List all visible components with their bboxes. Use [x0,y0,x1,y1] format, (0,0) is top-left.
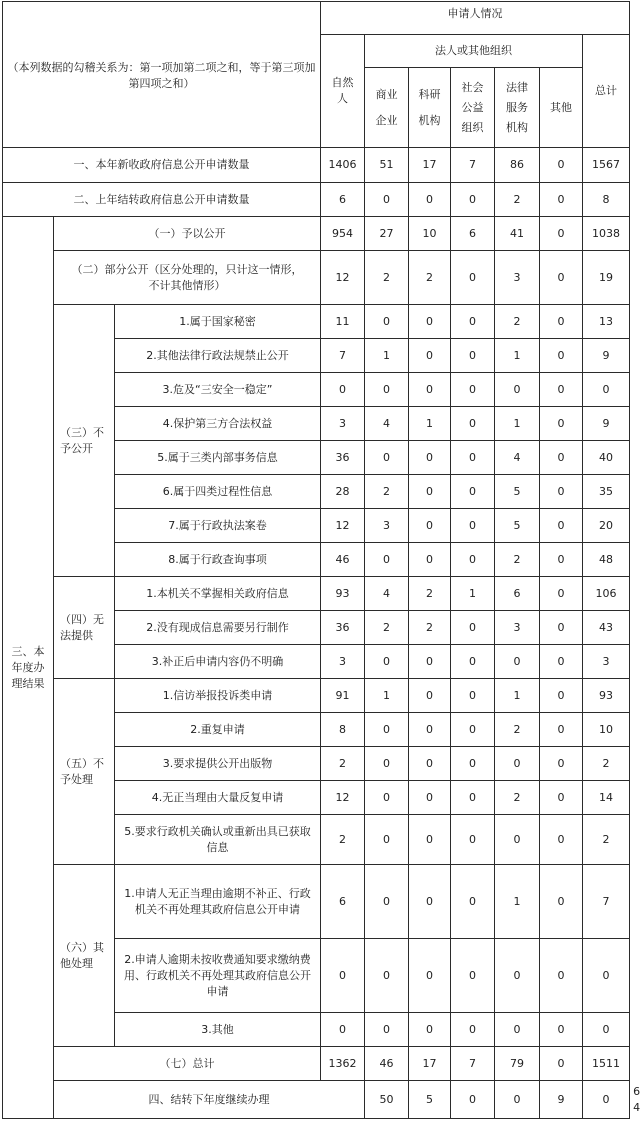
cell-value: 0 [365,1013,409,1047]
cell-value: 5 [495,509,540,543]
cell-value: 1 [365,339,409,373]
cell-value: 0 [365,305,409,339]
cell-value: 7 [451,148,495,183]
header-note-text: （本列数据的勾稽关系为：第一项加第二项之和，等于第三项加第四项之和） [7,61,316,90]
cell-value: 3 [365,509,409,543]
cell-value: 0 [540,183,583,217]
cell-value: 2 [583,747,630,781]
row-label: 2.其他法律行政法规禁止公开 [115,339,321,373]
cell-value: 28 [321,475,365,509]
cell-value: 0 [451,865,495,939]
cell-value: 0 [321,939,365,1013]
cell-value: 46 [321,543,365,577]
cell-value: 2 [365,611,409,645]
row-label: 2.申请人逾期未按收费通知要求缴纳费用、行政机关不再处理其政府信息公开申请 [115,939,321,1013]
table-row [3,865,630,939]
row-label: （一）予以公开 [54,217,321,251]
row-label: 1.申请人无正当理由逾期不补正、行政机关不再处理其政府信息公开申请 [115,865,321,939]
cell-value: 13 [583,305,630,339]
cell-value: 0 [451,373,495,407]
cell-value: 0 [540,407,583,441]
cell-value: 0 [451,713,495,747]
cell-value: 7 [321,339,365,373]
cell-value: 2 [495,543,540,577]
cell-value: 0 [409,441,451,475]
cell-value: 0 [495,1013,540,1047]
cell-value: 41 [495,217,540,251]
cell-value: 0 [365,373,409,407]
cell-value: 0 [409,713,451,747]
table-row [3,217,630,251]
cell-value: 0 [540,543,583,577]
cell-value: 2 [365,251,409,305]
row-label: 5.属于三类内部事务信息 [115,441,321,475]
row-label: 1.属于国家秘密 [115,305,321,339]
cell-value: 0 [540,939,583,1013]
row-label: 1.信访举报投诉类申请 [115,679,321,713]
cell-value: 1 [495,407,540,441]
cell-value: 954 [321,217,365,251]
row-label: 3.其他 [115,1013,321,1047]
header-legal-or-other: 法人或其他组织 [365,35,583,68]
row-label: 7.属于行政执法案卷 [115,509,321,543]
cell-value: 79 [495,1047,540,1081]
cell-value: 2 [495,781,540,815]
cell-value: 0 [451,645,495,679]
cell-value: 0 [540,781,583,815]
cell-value: 0 [495,645,540,679]
cell-value: 0 [365,645,409,679]
cell-value: 1 [451,577,495,611]
cell-value: 50 [365,1081,409,1119]
row-label: （七）总计 [54,1047,321,1081]
cell-value: 0 [409,183,451,217]
cell-value: 86 [495,148,540,183]
cell-value: 36 [321,611,365,645]
cell-value: 2 [321,747,365,781]
cell-value: 0 [540,441,583,475]
cell-value: 0 [409,1013,451,1047]
cell-value: 0 [540,577,583,611]
row-label: 4.无正当理由大量反复申请 [115,781,321,815]
cell-value: 0 [409,679,451,713]
row-label: 4.保护第三方合法权益 [115,407,321,441]
cell-value: 2 [495,305,540,339]
cell-value: 106 [583,577,630,611]
cell-value: 36 [321,441,365,475]
table-row: 四、结转下年度继续办理 50 5 0 0 9 0 64 [3,1081,630,1119]
cell-value: 6 [321,865,365,939]
cell-value: 0 [495,939,540,1013]
cell-value: 43 [583,611,630,645]
cell-value: 0 [451,611,495,645]
cell-value: 93 [321,577,365,611]
cell-value: 0 [365,781,409,815]
cell-value: 0 [540,645,583,679]
cell-value: 14 [583,781,630,815]
table-row [3,577,630,611]
cell-value: 0 [409,509,451,543]
cell-value: 0 [365,543,409,577]
row-label: 2.没有现成信息需要另行制作 [115,611,321,645]
cell-value: 0 [540,217,583,251]
group-label-g6: （六）其他处理 [54,865,115,1047]
cell-value: 0 [409,815,451,865]
cell-value: 17 [409,148,451,183]
row-label: 3.补正后申请内容仍不明确 [115,645,321,679]
cell-value: 0 [451,815,495,865]
cell-value: 0 [365,441,409,475]
cell-value: 0 [321,1013,365,1047]
cell-value: 0 [540,747,583,781]
table-row [3,1047,630,1081]
cell-value: 0 [540,305,583,339]
cell-value: 0 [540,713,583,747]
cell-value: 6 [321,183,365,217]
cell-value: 1 [495,865,540,939]
table-row [3,679,630,713]
row-label: 1.本机关不掌握相关政府信息 [115,577,321,611]
section3-label: 三、本年度办理结果 [3,217,54,1119]
cell-value: 0 [540,339,583,373]
cell-value: 0 [583,373,630,407]
cell-value: 27 [365,217,409,251]
header-row [3,2,630,35]
cell-value: 10 [583,713,630,747]
cell-value: 9 [583,407,630,441]
row-label: 四、结转下年度继续办理 [54,1081,365,1119]
cell-value: 0 [365,815,409,865]
cell-value: 0 [365,713,409,747]
header-sub-col: 科研机构 [409,68,451,148]
cell-value: 0 [583,939,630,1013]
cell-value: 3 [321,645,365,679]
cell-value: 4 [495,441,540,475]
cell-value: 0 [365,865,409,939]
cell-value: 1511 [583,1047,630,1081]
cell-value: 9 [540,1081,583,1119]
cell-value: 5 [409,1081,451,1119]
cell-value: 3 [321,407,365,441]
cell-value: 0 [409,939,451,1013]
cell-value: 6 [451,217,495,251]
cell-value: 46 [365,1047,409,1081]
cell-value: 0 [409,373,451,407]
cell-value: 0 [365,183,409,217]
cell-value: 8 [583,183,630,217]
cell-value: 40 [583,441,630,475]
cell-value: 0 [540,251,583,305]
cell-value: 35 [583,475,630,509]
cell-value: 1 [409,407,451,441]
cell-value: 0 [409,865,451,939]
row-label: 5.要求行政机关确认或重新出具已获取信息 [115,815,321,865]
cell-value: 91 [321,679,365,713]
cell-value: 0 [365,939,409,1013]
cell-value: 0 [540,373,583,407]
cell-value: 0 [495,815,540,865]
cell-value: 1 [495,339,540,373]
header-sub-col: 社会公益组织 [451,68,495,148]
cell-value: 10 [409,217,451,251]
cell-value: 12 [321,251,365,305]
cell-value: 0 [451,543,495,577]
cell-value: 0 [540,475,583,509]
cell-value: 0 [451,509,495,543]
cell-value: 1406 [321,148,365,183]
cell-value: 3 [495,611,540,645]
cell-value: 0 [540,865,583,939]
cell-value: 7 [583,865,630,939]
cell-value: 0 [409,339,451,373]
header-sub-col: 商业企业 [365,68,409,148]
table-row [3,183,630,217]
cell-value: 0 [451,475,495,509]
cell-value: 12 [321,509,365,543]
cell-value: 2 [495,183,540,217]
cell-value: 0 [540,1013,583,1047]
cell-value: 0 [540,1047,583,1081]
cell-value: 0 [540,611,583,645]
cell-value: 0 [409,645,451,679]
header-sub-col: 其他 [540,68,583,148]
cell-value: 0 [451,781,495,815]
cell-value: 1 [365,679,409,713]
cell-value: 93 [583,679,630,713]
cell-value: 2 [583,815,630,865]
cell-value: 20 [583,509,630,543]
table-row [3,305,630,339]
cell-value: 17 [409,1047,451,1081]
cell-value: 3 [583,645,630,679]
cell-value: 1567 [583,148,630,183]
table-row [3,148,630,183]
row-label: 2.重复申请 [115,713,321,747]
cell-value: 0 [451,407,495,441]
cell-value: 1 [495,679,540,713]
cell-value: 0 [451,1081,495,1119]
row-label: 3.危及“三安全一稳定” [115,373,321,407]
cell-value: 0 [540,815,583,865]
cell-value: 0 [451,251,495,305]
cell-value: 0 [583,1013,630,1047]
cell-value: 2 [409,611,451,645]
cell-value: 11 [321,305,365,339]
cell-value: 0 [409,747,451,781]
row-label: 二、上年结转政府信息公开申请数量 [3,183,321,217]
cell-value: 0 [451,183,495,217]
cell-value: 0 [451,747,495,781]
cell-value: 5 [495,475,540,509]
cell-value: 0 [451,679,495,713]
cell-value: 0 [451,939,495,1013]
cell-value: 0 [495,747,540,781]
cell-value: 0 [451,1013,495,1047]
cell-value: 0 [540,679,583,713]
header-sub-col: 法律服务机构 [495,68,540,148]
cell-value: 4 [365,577,409,611]
cell-value: 0 [495,1081,540,1119]
cell-value: 9 [583,339,630,373]
cell-value: 0 [409,543,451,577]
cell-value: 1038 [583,217,630,251]
cell-value: 19 [583,251,630,305]
header-applicant-situation: 申请人情况 [321,2,630,35]
cell-value: 0 [495,373,540,407]
cell-value: 1362 [321,1047,365,1081]
table-row [3,251,630,305]
header-natural-person: 自然人 [321,35,365,148]
cell-value: 0 [451,305,495,339]
group-label-g3: （三）不予公开 [54,305,115,577]
cell-value: 0 [583,1081,630,1119]
cell-value: 6 [495,577,540,611]
cell-value: 48 [583,543,630,577]
cell-value: 0 [409,305,451,339]
cell-value: 2 [495,713,540,747]
group-label-g5: （五）不予处理 [54,679,115,865]
cell-value: 0 [321,373,365,407]
disclosure-statistics-table [2,1,640,1119]
row-label: 8.属于行政查询事项 [115,543,321,577]
cell-value: 12 [321,781,365,815]
cell-value: 8 [321,713,365,747]
cell-value: 0 [540,148,583,183]
cell-value: 0 [451,339,495,373]
header-note [3,2,321,148]
header-total: 总计 [583,35,630,148]
cell-value: 2 [321,815,365,865]
row-label: 3.要求提供公开出版物 [115,747,321,781]
cell-value: 51 [365,148,409,183]
cell-value: 4 [365,407,409,441]
cell-value: 7 [451,1047,495,1081]
cell-value: 0 [540,509,583,543]
row-label: 一、本年新收政府信息公开申请数量 [3,148,321,183]
cell-value: 2 [365,475,409,509]
cell-value: 0 [365,747,409,781]
group-label-g4: （四）无法提供 [54,577,115,679]
row-label: （二）部分公开（区分处理的，只计这一情形，不计其他情形） [54,251,321,305]
cell-value: 0 [409,475,451,509]
cell-value: 3 [495,251,540,305]
cell-value: 2 [409,577,451,611]
cell-value: 0 [409,781,451,815]
cell-value: 0 [451,441,495,475]
cell-value: 2 [409,251,451,305]
row-label: 6.属于四类过程性信息 [115,475,321,509]
